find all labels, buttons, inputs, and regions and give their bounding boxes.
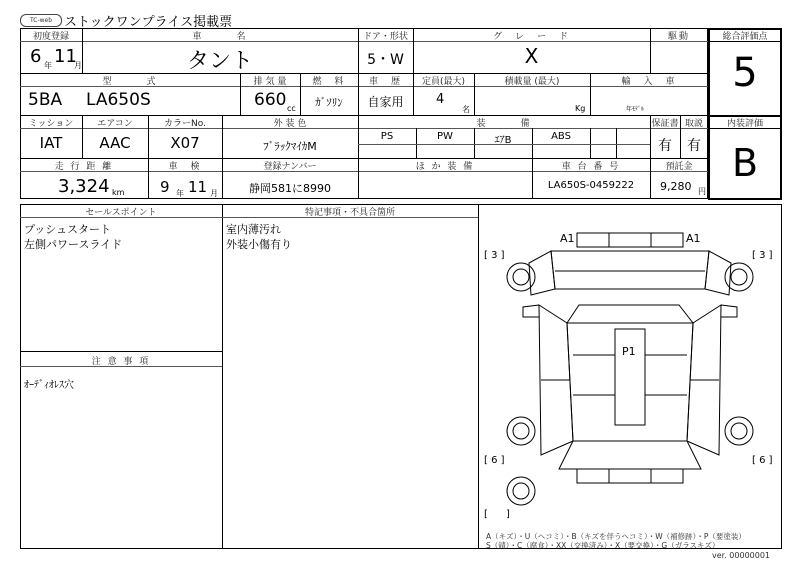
equip-ps: PS [380,131,394,142]
legend-line-2: S（錆）・C（腐食）・XX（交換済み）・X（要交換）・G（ガラスキズ） [486,541,720,550]
drive-label: 駆動 [667,32,690,42]
other-equip-label: ほ か 装 備 [415,162,475,172]
history: 自家用 [367,95,404,109]
fuel-label: 燃 料 [312,77,346,87]
bracket-spare-open: [ [484,509,488,520]
aircon: AAC [99,134,131,152]
equip-abs: ABS [551,131,571,142]
inspection-label: 車 検 [168,162,202,172]
reg-year: 6 [30,46,42,67]
legend-line-1: A（キズ）・U（ヘコミ）・B（キズを伴うヘコミ）・W（補修跡）・P（要塗装） [486,532,746,541]
caution-1: ｵｰﾃﾞｨｵﾚｽ穴 [24,380,74,391]
aircon-label: エアコン [97,119,133,129]
import-model-year: 年ﾓﾃﾞﾙ [626,106,645,113]
reg-month: 11 [54,46,77,67]
notes-label: 特記事項・不具合箇所 [304,208,395,218]
car-damage-diagram [479,205,781,529]
first-reg-label: 初度登録 [32,32,69,42]
inspection-year-unit: 年 [176,189,184,198]
door-type-label: ドア・形状 [363,32,408,42]
capacity-label: 定員(最大) [421,77,466,87]
bracket-rear-left: [ 6 ] [484,455,505,466]
deposit-unit: 円 [698,187,706,196]
grade: X [524,44,539,68]
chassis-number: LA650S-0459222 [547,180,635,191]
bracket-front-right: [ 3 ] [752,250,773,261]
chassis-label: 車 台 番 号 [561,162,621,172]
reg-year-unit: 年 [44,61,52,70]
bracket-rear-right: [ 6 ] [752,455,773,466]
door-type: 5・W [367,52,404,68]
interior-score: B [731,141,759,185]
displacement-unit: cc [287,104,296,113]
selling-points-label: セールスポイント [85,208,157,218]
mileage-label: 走 行 距 離 [54,162,114,172]
overall-score: 5 [732,50,758,96]
load-label: 積載量 (最大) [504,77,560,87]
load-unit: Kg [575,104,586,113]
note-2: 外装小傷有り [226,238,292,251]
bracket-spare-close: ] [506,509,510,520]
reg-month-unit: 月 [74,61,82,70]
manual-label: 取説 [684,119,703,129]
capacity: 4 [436,92,445,107]
deposit: 9,280 [660,180,692,193]
history-label: 車 歴 [368,77,402,87]
note-1: 室内薄汚れ [226,223,281,236]
logo: TC-web [20,14,62,27]
damage-mark-front-right: A1 [686,232,701,245]
equip-airbag: ｴｱB [494,135,512,146]
damage-mark-roof: P1 [622,345,636,358]
warranty-label: 保証書 [651,119,679,129]
fuel: ｶﾞｿﾘﾝ [315,96,343,109]
manual: 有 [687,138,701,154]
score-label: 総合評価点 [722,32,768,42]
car-name: タント [186,49,253,74]
mission-label: ミッション [28,119,74,129]
displacement-label: 排 気 量 [253,77,287,87]
displacement: 660 [254,90,287,110]
mission: IAT [39,134,63,152]
model-code: LA650S [86,90,151,110]
warranty: 有 [658,138,672,154]
page-title: ストックワンプライス掲載票 [64,15,233,30]
capacity-unit: 名 [462,105,470,114]
import-label: 輸 入 車 [621,77,677,87]
model-prefix: 5BA [28,90,63,110]
grade-label: グ レ ー ド [492,32,570,42]
equipment-label: 装 備 [476,119,532,129]
damage-mark-front-left: A1 [560,232,575,245]
caution-label: 注 意 事 項 [91,357,151,367]
mileage: 3,324 [58,176,110,197]
car-name-label: 車 名 [192,32,248,42]
inspection-month-unit: 月 [210,189,218,198]
plate-label: 登録ナンバー [263,162,317,172]
equip-pw: PW [437,131,453,142]
exterior-color: ﾌﾞﾗｯｸﾏｲｶM [263,140,317,153]
selling-point-2: 左側パワースライド [24,238,123,251]
color-no: X07 [170,134,200,152]
color-no-label: カラーNo. [164,119,206,129]
exterior-label: 外 装 色 [273,119,307,129]
inspection-year: 9 [160,178,170,196]
version: ver. 00000001 [712,551,771,560]
deposit-label: 預託金 [665,162,693,172]
selling-point-1: プッシュスタート [24,223,112,236]
bracket-front-left: [ 3 ] [484,250,505,261]
mileage-unit: km [112,188,125,197]
model-label: 型 式 [102,77,158,87]
inspection-month: 11 [188,178,208,196]
plate-number: 静岡581に8990 [249,182,331,195]
interior-label: 内装評価 [726,119,763,129]
